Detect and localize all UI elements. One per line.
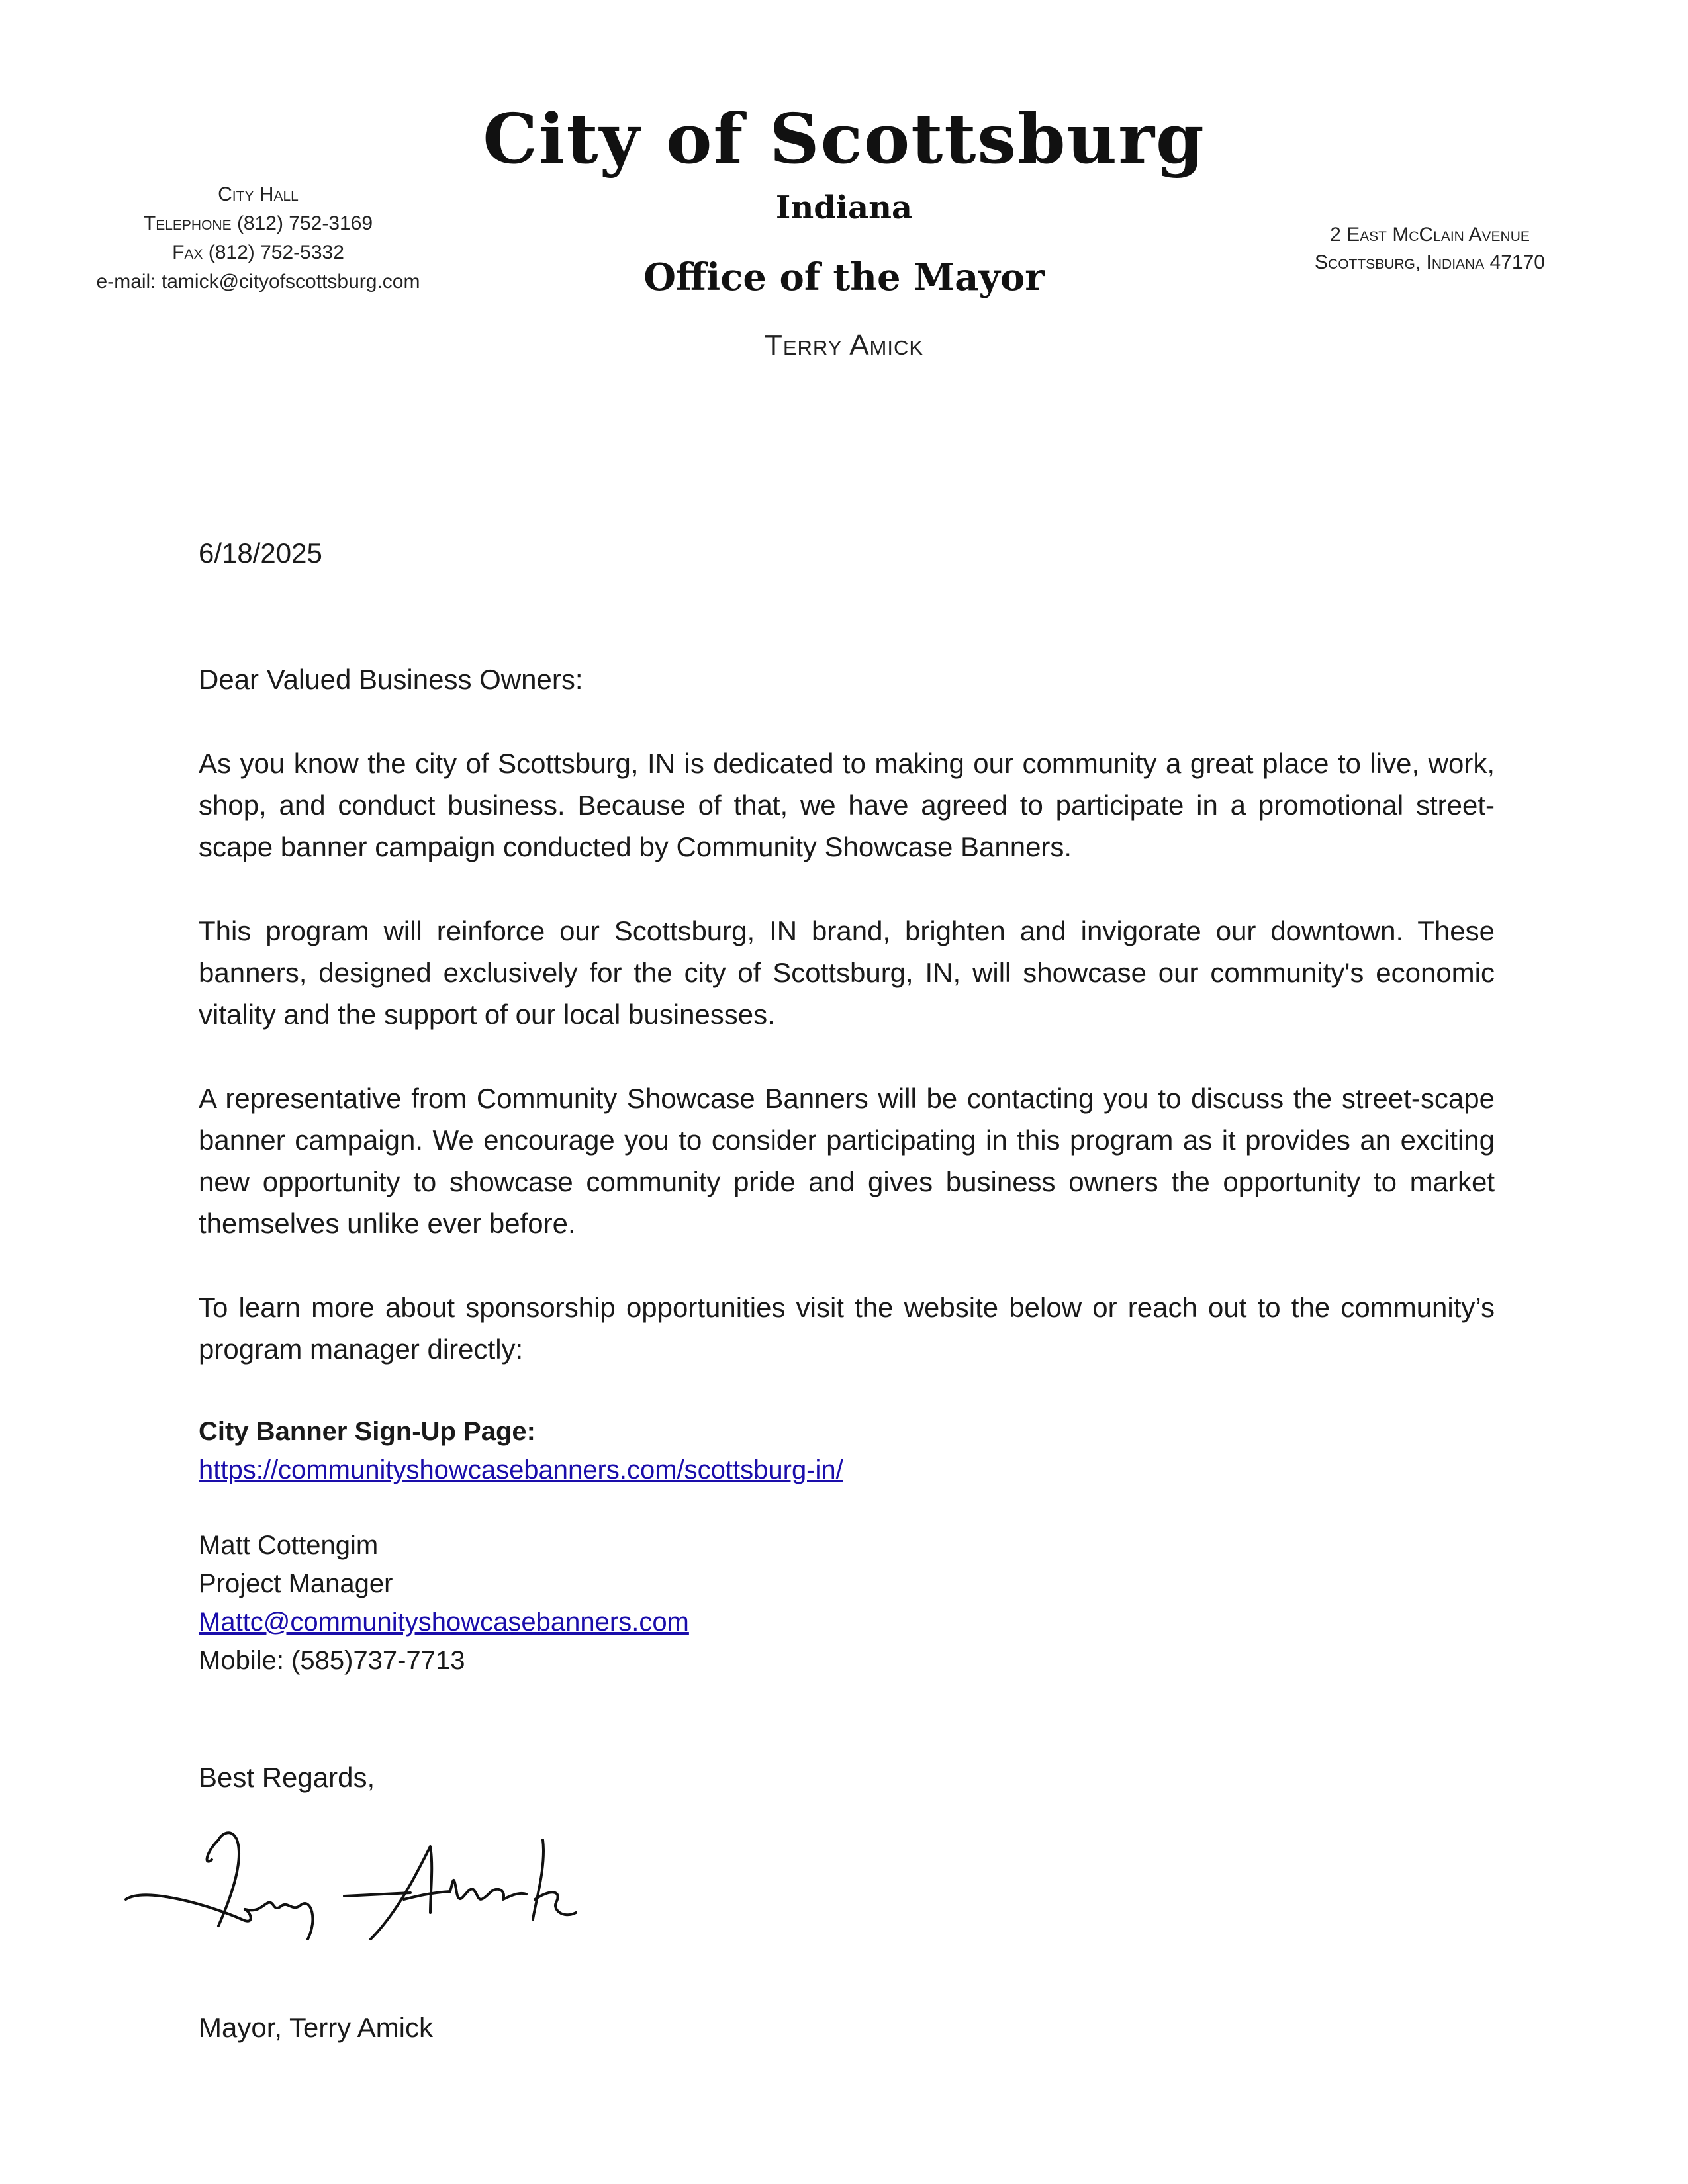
telephone-line: Telephone (812) 752-3169 xyxy=(143,212,373,234)
state-name: Indiana xyxy=(775,189,913,226)
street-address: 2 East McClain Avenue xyxy=(1330,224,1530,246)
contact-title: Project Manager xyxy=(199,1569,393,1598)
fax-line: Fax (812) 752-5332 xyxy=(172,242,344,263)
contact-section xyxy=(199,1526,1495,1680)
city-hall-label: City Hall xyxy=(218,183,299,205)
greeting: Dear Valued Business Owners: xyxy=(199,664,583,695)
signup-link[interactable]: https://communityshowcasebanners.com/scottsburg-in/ xyxy=(199,1455,843,1484)
letterhead-address-block xyxy=(1258,221,1602,277)
signup-label: City Banner Sign-Up Page: xyxy=(199,1417,536,1446)
letter-body xyxy=(199,532,1495,1680)
letter-date: 6/18/2025 xyxy=(199,537,322,569)
email-line: e-mail: tamick@cityofscottsburg.com xyxy=(96,271,420,293)
letterhead-contact-block xyxy=(73,180,444,296)
city-state-zip: Scottsburg, Indiana 47170 xyxy=(1315,251,1545,273)
mayor-name: Terry Amick xyxy=(764,329,924,361)
contact-name: Matt Cottengim xyxy=(199,1531,379,1560)
letterhead-title-block xyxy=(463,99,1225,364)
paragraph: This program will reinforce our Scottsburg, IN brand, brighten and invigorate our downtown. These banners, designed exclusively for the city of Scottsburg, IN, will showcase our community's economic vitality and the support of our local businesses. xyxy=(199,915,1495,1030)
signature-image xyxy=(119,1813,649,1966)
contact-mobile: Mobile: (585)737-7713 xyxy=(199,1646,465,1675)
paragraph: As you know the city of Scottsburg, IN is dedicated to making our community a great place to live, work, shop, and conduct business. Because of that, we have agreed to participate in a promotional street-scape banner campaign conducted by Community Showcase Banners. xyxy=(199,748,1495,862)
paragraph: A representative from Community Showcase Banners will be contacting you to discuss the street-scape banner campaign. We encourage you to consider participating in this program as it provides an exciting new opportunity to showcase community pride and gives business owners the opportunity to market themselves unlike ever before. xyxy=(199,1083,1495,1239)
office-title: Office of the Mayor xyxy=(643,255,1045,299)
signup-section xyxy=(199,1412,1495,1489)
closing: Best Regards, xyxy=(199,1762,375,1793)
contact-email-link[interactable]: Mattc@communityshowcasebanners.com xyxy=(199,1608,689,1637)
city-title: City of Scottsburg xyxy=(483,98,1205,179)
signer-name: Mayor, Terry Amick xyxy=(199,2012,433,2043)
paragraph: To learn more about sponsorship opportunities visit the website below or reach out to the community’s program manager directly: xyxy=(199,1292,1495,1365)
